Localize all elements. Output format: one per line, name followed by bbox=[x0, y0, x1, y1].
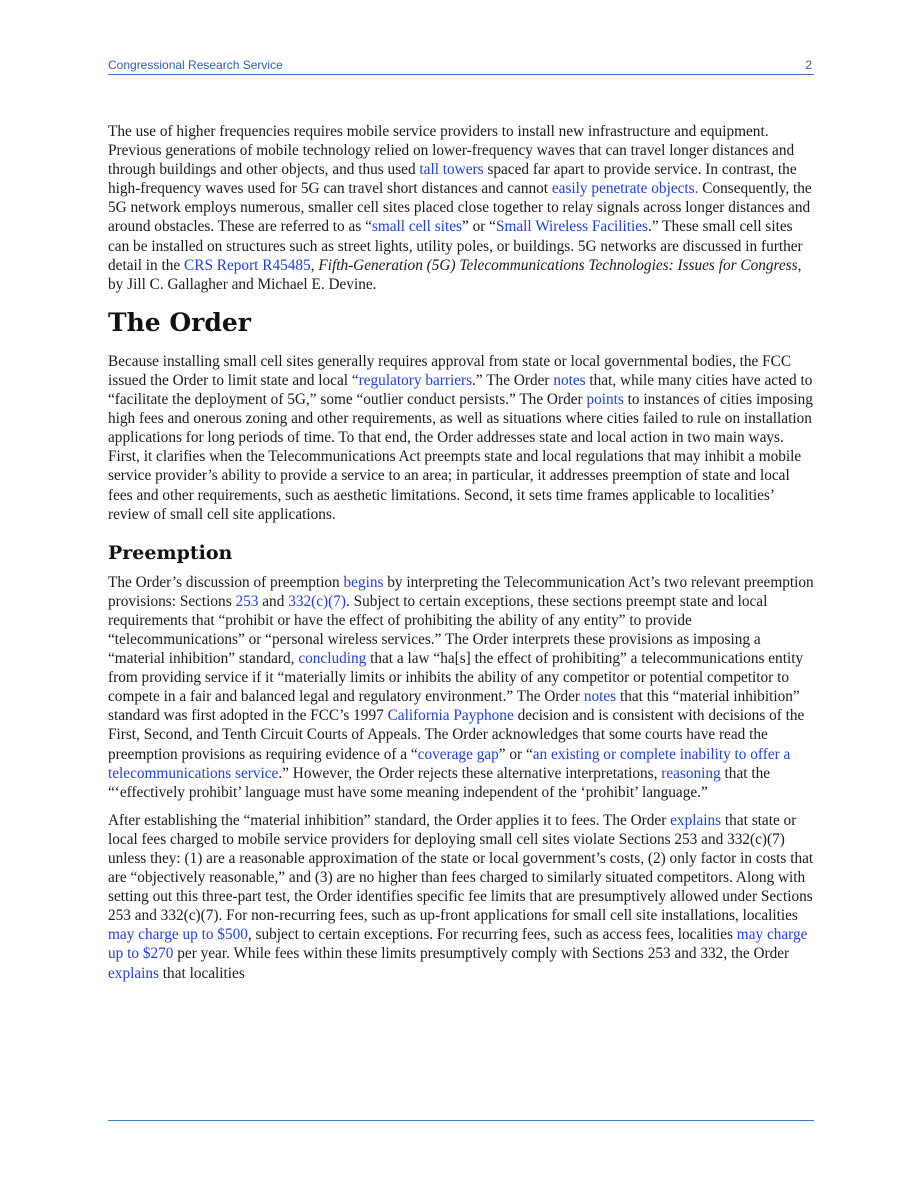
link-notes[interactable]: notes bbox=[553, 371, 586, 389]
running-header bbox=[108, 58, 814, 75]
link-easily-penetrate-objects[interactable]: easily penetrate objects. bbox=[551, 180, 699, 198]
link-notes-2[interactable]: notes bbox=[583, 688, 617, 706]
link-points[interactable]: points bbox=[586, 391, 624, 409]
header-org-name: Congressional Research Service bbox=[108, 58, 283, 72]
link-crs-report[interactable]: CRS Report R45485 bbox=[184, 256, 311, 274]
document-body bbox=[108, 122, 814, 992]
link-existing-inability[interactable]: an existing or complete inability to offer a telecommunications service bbox=[108, 745, 791, 782]
link-charge-500[interactable]: may charge up to $500 bbox=[108, 926, 248, 944]
preemption-paragraph-1: The Order’s discussion of preemption begins by interpreting the Telecommunication Act’s two relevant preemption provisions: Sections 253 and 332(c)(7). Subject to certain exceptions, these sections preempt state and local requirements that “prohibit or have the effect of prohibiting the ability of any entity” to provide “telecommunications” or “personal wireless services.” The Order interprets these provisions as imposing a “material inhibition” standard, concluding that a law “ha[s] the effect of prohibiting” a telecommunications entity from providing service if it “materially limits or inhibits the ability of any competitor or potential competitor to compete in a fair and balanced legal and regulatory environment.” The Order notes that this “material inhibition” standard was first adopted in the FCC’s 1997 California Payphone decision and is consistent with decisions of the First, Second, and Tenth Circuit Courts of Appeals. The Order acknowledges that some courts have read the preemption provisions as requiring evidence of a “coverage gap” or “an existing or complete inability to offer a telecommunications service.” However, the Order rejects these alternative interpretations, reasoning that the “‘effectively prohibit’ language must have some meaning independent of the ‘prohibit’ language.” bbox=[108, 573, 814, 801]
link-california-payphone[interactable]: California Payphone bbox=[387, 707, 514, 725]
link-explains[interactable]: explains bbox=[670, 811, 722, 829]
report-title: Fifth-Generation (5G) Telecommunications Technologies: Issues for Congress bbox=[318, 256, 798, 274]
intro-paragraph: The use of higher frequencies requires mobile service providers to install new infrastructure and equipment. Previous generations of mobile technology relied on lower-frequency waves that can travel longer distances and through buildings and other objects, and thus used tall towers spaced far apart to provide service. In contrast, the high-frequency waves used for 5G can travel short distances and cannot easily penetrate objects. Consequently, the 5G network employs numerous, smaller cell sites placed close together to relay signals across longer distances and around obstacles. These are referred to as “small cell sites” or “Small Wireless Facilities.” These small cell sites can be installed on structures such as street lights, utility poles, or buildings. 5G networks are discussed in further detail in the CRS Report R45485, Fifth-Generation (5G) Telecommunications Technologies: Issues for Congress, by Jill C. Gallagher and Michael E. Devine. bbox=[108, 123, 812, 293]
link-regulatory-barriers[interactable]: regulatory barriers bbox=[358, 371, 473, 389]
subheading-preemption: Preemption bbox=[108, 541, 233, 564]
link-small-wireless-facilities[interactable]: Small Wireless Facilities bbox=[495, 218, 649, 236]
link-explains-2[interactable]: explains bbox=[108, 964, 159, 982]
order-paragraph: Because installing small cell sites generally requires approval from state or local governmental bodies, the FCC issued the Order to limit state and local “regulatory barriers.” The Order notes that, while many cities have acted to “facilitate the deployment of 5G,” some “outlier conduct persists.” The Order points to instances of cities imposing high fees and onerous zoning and other requirements, as well as situations where cities failed to rule on installation applications for long periods of time. To that end, the Order addresses state and local action in two main ways. First, it clarifies when the Telecommunications Act preempts state and local regulations that may inhibit a mobile service provider’s ability to provide a service to an area; in particular, it addresses preemption of state and local fees and other requirements, such as aesthetic limitations. Second, it sets time frames applicable to localities’ review of small cell site applications. bbox=[108, 352, 813, 523]
link-tall-towers[interactable]: tall towers bbox=[419, 161, 484, 179]
link-begins[interactable]: begins bbox=[343, 573, 384, 591]
link-small-cell-sites[interactable]: small cell sites bbox=[371, 218, 462, 236]
link-reasoning[interactable]: reasoning bbox=[661, 764, 721, 782]
link-section-332[interactable]: 332(c)(7) bbox=[288, 592, 346, 610]
link-section-253[interactable]: 253 bbox=[235, 592, 259, 610]
preemption-paragraph-2: After establishing the “material inhibition” standard, the Order applies it to fees. The Order explains that state or local fees charged to mobile service providers for deploying small cell sites violate Sections 253 and 332(c)(7) unless they: (1) are a reasonable approximation of the state or local government’s costs, (2) only factor in costs that are “objectively reasonable,” and (3) are no higher than fees charged to similarly situated competitors. Along with setting out this three-part test, the Order identifies specific fee limits that are presumptively allowed under Sections 253 and 332(c)(7). For non-recurring fees, such as up-front applications for small cell site installations, localities may charge up to $500, subject to certain exceptions. For recurring fees, such as access fees, localities may charge up to $270 per year. While fees within these limits presumptively comply with Sections 253 and 332, the Order explains that localities bbox=[108, 811, 814, 982]
page-number: 2 bbox=[805, 58, 812, 72]
section-heading-the-order: The Order bbox=[108, 307, 251, 337]
link-charge-270[interactable]: may charge up to $270 bbox=[108, 926, 808, 963]
link-concluding[interactable]: concluding bbox=[298, 650, 367, 668]
footer-divider bbox=[108, 1120, 814, 1121]
link-coverage-gap[interactable]: coverage gap bbox=[417, 745, 499, 763]
